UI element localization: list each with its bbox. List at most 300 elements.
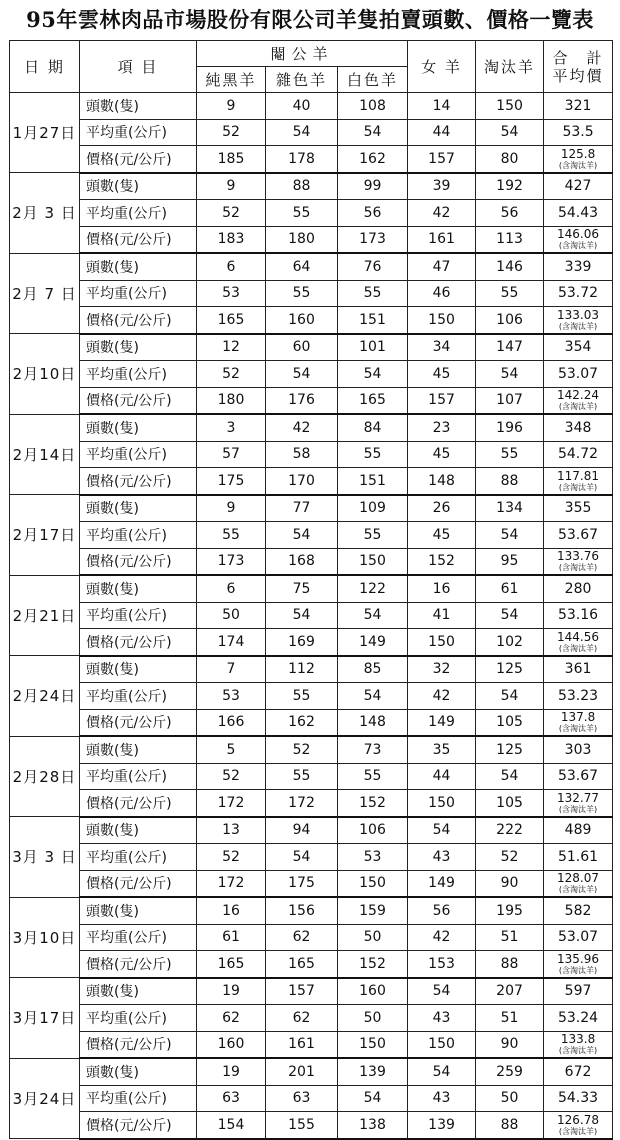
table-row	[10, 978, 613, 1005]
black-cell: 13	[197, 817, 266, 844]
item-cell: 平均重(公斤)	[80, 683, 197, 710]
item-cell: 價格(元/公斤)	[80, 1112, 197, 1139]
price-note: (含淘汰羊)	[558, 1126, 598, 1136]
female-cell: 153	[408, 951, 476, 978]
black-cell: 53	[197, 280, 266, 307]
total-cell	[544, 548, 613, 575]
header-mixed: 雜色羊	[266, 67, 338, 93]
female-cell: 150	[408, 629, 476, 656]
mixed-cell: 169	[266, 629, 338, 656]
female-cell: 42	[408, 200, 476, 227]
white-cell: 152	[338, 951, 408, 978]
item-cell: 頭數(隻)	[80, 253, 197, 280]
table-row	[10, 602, 613, 629]
white-cell: 160	[338, 978, 408, 1005]
price-note: (含淘汰羊)	[558, 321, 598, 331]
white-cell: 55	[338, 763, 408, 790]
header-item: 項 目	[80, 41, 197, 93]
table-row	[10, 200, 613, 227]
white-cell: 165	[338, 387, 408, 414]
total-cell: 53.5	[544, 119, 613, 146]
table-row	[10, 924, 613, 951]
date-cell: 1月27日	[10, 93, 80, 173]
mixed-cell: 40	[266, 93, 338, 120]
total-cell: 339	[544, 253, 613, 280]
cull-cell: 51	[476, 924, 544, 951]
table-header	[10, 41, 613, 93]
female-cell: 54	[408, 978, 476, 1005]
total-cell	[544, 468, 613, 495]
price-note: (含淘汰羊)	[558, 402, 598, 412]
female-cell: 45	[408, 522, 476, 549]
total-cell: 427	[544, 173, 613, 200]
table-row	[10, 307, 613, 334]
black-cell: 9	[197, 173, 266, 200]
table-row	[10, 119, 613, 146]
mixed-cell: 156	[266, 897, 338, 924]
female-cell: 32	[408, 656, 476, 683]
cull-cell: 125	[476, 656, 544, 683]
black-cell: 173	[197, 548, 266, 575]
date-cell: 3月 3 日	[10, 817, 80, 898]
black-cell: 19	[197, 978, 266, 1005]
total-cell: 53.16	[544, 602, 613, 629]
table-row	[10, 870, 613, 897]
mixed-cell: 162	[266, 709, 338, 736]
item-cell: 頭數(隻)	[80, 334, 197, 361]
total-cell: 489	[544, 817, 613, 844]
table-row	[10, 817, 613, 844]
total-cell: 582	[544, 897, 613, 924]
cull-cell: 55	[476, 280, 544, 307]
total-cell: 672	[544, 1058, 613, 1085]
table-row	[10, 226, 613, 253]
female-cell: 152	[408, 548, 476, 575]
item-cell: 頭數(隻)	[80, 897, 197, 924]
table-row	[10, 1112, 613, 1139]
date-cell: 3月17日	[10, 978, 80, 1059]
item-cell: 價格(元/公斤)	[80, 307, 197, 334]
white-cell: 101	[338, 334, 408, 361]
white-cell: 122	[338, 575, 408, 602]
white-cell: 139	[338, 1058, 408, 1085]
cull-cell: 107	[476, 387, 544, 414]
item-cell: 價格(元/公斤)	[80, 226, 197, 253]
item-cell: 平均重(公斤)	[80, 924, 197, 951]
table-row	[10, 548, 613, 575]
mixed-cell: 64	[266, 253, 338, 280]
mixed-cell: 88	[266, 173, 338, 200]
item-cell: 頭數(隻)	[80, 575, 197, 602]
total-cell: 53.72	[544, 280, 613, 307]
cull-cell: 105	[476, 790, 544, 817]
black-cell: 7	[197, 656, 266, 683]
female-cell: 44	[408, 119, 476, 146]
auction-table	[9, 40, 613, 1140]
mixed-cell: 180	[266, 226, 338, 253]
white-cell: 50	[338, 924, 408, 951]
white-cell: 55	[338, 441, 408, 468]
date-cell: 3月10日	[10, 897, 80, 978]
black-cell: 52	[197, 361, 266, 388]
total-price-value: 144.56	[557, 629, 600, 644]
total-cell: 321	[544, 93, 613, 120]
total-cell: 54.43	[544, 200, 613, 227]
header-total-line1: 合 計	[552, 48, 604, 67]
price-note: (含淘汰羊)	[558, 965, 598, 975]
item-cell: 平均重(公斤)	[80, 602, 197, 629]
total-price-value: 146.06	[557, 227, 600, 242]
total-price-value: 135.96	[557, 951, 600, 966]
cull-cell: 113	[476, 226, 544, 253]
white-cell: 152	[338, 790, 408, 817]
mixed-cell: 172	[266, 790, 338, 817]
table-row	[10, 522, 613, 549]
mixed-cell: 55	[266, 200, 338, 227]
document-title: 95年雲林肉品市場股份有限公司羊隻拍賣頭數、價格一覽表	[26, 7, 594, 32]
total-price-value: 117.81	[557, 468, 600, 483]
black-cell: 53	[197, 683, 266, 710]
item-cell: 平均重(公斤)	[80, 200, 197, 227]
cull-cell: 106	[476, 307, 544, 334]
mixed-cell: 54	[266, 522, 338, 549]
item-cell: 價格(元/公斤)	[80, 468, 197, 495]
item-cell: 價格(元/公斤)	[80, 790, 197, 817]
item-cell: 頭數(隻)	[80, 93, 197, 120]
cull-cell: 54	[476, 119, 544, 146]
cull-cell: 88	[476, 951, 544, 978]
black-cell: 175	[197, 468, 266, 495]
mixed-cell: 55	[266, 683, 338, 710]
date-cell: 2月28日	[10, 736, 80, 817]
item-cell: 平均重(公斤)	[80, 763, 197, 790]
white-cell: 54	[338, 602, 408, 629]
total-cell: 53.67	[544, 522, 613, 549]
header-female: 女 羊	[408, 41, 476, 93]
white-cell: 150	[338, 1031, 408, 1058]
mixed-cell: 160	[266, 307, 338, 334]
black-cell: 61	[197, 924, 266, 951]
cull-cell: 146	[476, 253, 544, 280]
item-cell: 頭數(隻)	[80, 817, 197, 844]
date-cell: 2月 3 日	[10, 173, 80, 254]
cull-cell: 54	[476, 683, 544, 710]
total-price-value: 142.24	[557, 388, 600, 403]
white-cell: 55	[338, 522, 408, 549]
black-cell: 52	[197, 119, 266, 146]
white-cell: 50	[338, 1005, 408, 1032]
price-note: (含淘汰羊)	[558, 482, 598, 492]
mixed-cell: 60	[266, 334, 338, 361]
mixed-cell: 94	[266, 817, 338, 844]
female-cell: 157	[408, 146, 476, 173]
item-cell: 價格(元/公斤)	[80, 870, 197, 897]
table-row	[10, 683, 613, 710]
table-row	[10, 173, 613, 200]
female-cell: 16	[408, 575, 476, 602]
total-cell: 53.07	[544, 361, 613, 388]
cull-cell: 195	[476, 897, 544, 924]
date-cell: 3月24日	[10, 1058, 80, 1139]
table-row	[10, 387, 613, 414]
black-cell: 50	[197, 602, 266, 629]
total-price-value: 133.03	[557, 307, 600, 322]
female-cell: 150	[408, 1031, 476, 1058]
item-cell: 價格(元/公斤)	[80, 709, 197, 736]
cull-cell: 102	[476, 629, 544, 656]
white-cell: 148	[338, 709, 408, 736]
black-cell: 19	[197, 1058, 266, 1085]
total-cell	[544, 870, 613, 897]
black-cell: 9	[197, 495, 266, 522]
mixed-cell: 168	[266, 548, 338, 575]
black-cell: 5	[197, 736, 266, 763]
table-row	[10, 1031, 613, 1058]
cull-cell: 259	[476, 1058, 544, 1085]
female-cell: 54	[408, 1058, 476, 1085]
mixed-cell: 62	[266, 1005, 338, 1032]
white-cell: 54	[338, 119, 408, 146]
table-row	[10, 146, 613, 173]
female-cell: 54	[408, 817, 476, 844]
mixed-cell: 165	[266, 951, 338, 978]
black-cell: 174	[197, 629, 266, 656]
date-cell: 2月24日	[10, 656, 80, 737]
header-total-average	[544, 41, 613, 93]
black-cell: 165	[197, 307, 266, 334]
black-cell: 52	[197, 200, 266, 227]
white-cell: 76	[338, 253, 408, 280]
table-row	[10, 1058, 613, 1085]
mixed-cell: 54	[266, 361, 338, 388]
female-cell: 149	[408, 870, 476, 897]
total-cell	[544, 790, 613, 817]
female-cell: 43	[408, 1005, 476, 1032]
white-cell: 54	[338, 1085, 408, 1112]
price-note: (含淘汰羊)	[558, 563, 598, 573]
price-note: (含淘汰羊)	[558, 160, 598, 170]
black-cell: 185	[197, 146, 266, 173]
white-cell: 138	[338, 1112, 408, 1139]
black-cell: 63	[197, 1085, 266, 1112]
cull-cell: 54	[476, 361, 544, 388]
black-cell: 160	[197, 1031, 266, 1058]
item-cell: 頭數(隻)	[80, 656, 197, 683]
cull-cell: 51	[476, 1005, 544, 1032]
table-row	[10, 951, 613, 978]
item-cell: 價格(元/公斤)	[80, 951, 197, 978]
white-cell: 150	[338, 870, 408, 897]
total-cell: 355	[544, 495, 613, 522]
mixed-cell: 175	[266, 870, 338, 897]
black-cell: 12	[197, 334, 266, 361]
cull-cell: 90	[476, 1031, 544, 1058]
white-cell: 108	[338, 93, 408, 120]
black-cell: 183	[197, 226, 266, 253]
black-cell: 172	[197, 790, 266, 817]
date-cell: 2月17日	[10, 495, 80, 576]
cull-cell: 90	[476, 870, 544, 897]
total-cell: 51.61	[544, 844, 613, 871]
header-cull: 淘汰羊	[476, 41, 544, 93]
mixed-cell: 63	[266, 1085, 338, 1112]
white-cell: 54	[338, 361, 408, 388]
total-cell	[544, 1112, 613, 1139]
cull-cell: 192	[476, 173, 544, 200]
white-cell: 150	[338, 548, 408, 575]
white-cell: 56	[338, 200, 408, 227]
table-row	[10, 1085, 613, 1112]
cull-cell: 52	[476, 844, 544, 871]
cull-cell: 88	[476, 468, 544, 495]
female-cell: 157	[408, 387, 476, 414]
mixed-cell: 52	[266, 736, 338, 763]
total-cell: 597	[544, 978, 613, 1005]
header-date: 日 期	[10, 41, 80, 93]
white-cell: 73	[338, 736, 408, 763]
total-cell	[544, 629, 613, 656]
total-cell	[544, 226, 613, 253]
white-cell: 149	[338, 629, 408, 656]
white-cell: 159	[338, 897, 408, 924]
female-cell: 41	[408, 602, 476, 629]
table-row	[10, 1005, 613, 1032]
black-cell: 55	[197, 522, 266, 549]
price-note: (含淘汰羊)	[558, 1046, 598, 1056]
total-price-value: 126.78	[557, 1112, 600, 1127]
black-cell: 52	[197, 844, 266, 871]
mixed-cell: 42	[266, 414, 338, 441]
mixed-cell: 112	[266, 656, 338, 683]
table-row	[10, 736, 613, 763]
female-cell: 23	[408, 414, 476, 441]
item-cell: 平均重(公斤)	[80, 522, 197, 549]
female-cell: 39	[408, 173, 476, 200]
table-row	[10, 897, 613, 924]
table-row	[10, 844, 613, 871]
date-cell: 2月14日	[10, 414, 80, 495]
black-cell: 166	[197, 709, 266, 736]
mixed-cell: 157	[266, 978, 338, 1005]
cull-cell: 196	[476, 414, 544, 441]
table-body	[10, 93, 613, 1139]
black-cell: 172	[197, 870, 266, 897]
item-cell: 平均重(公斤)	[80, 361, 197, 388]
item-cell: 頭數(隻)	[80, 173, 197, 200]
female-cell: 139	[408, 1112, 476, 1139]
item-cell: 價格(元/公斤)	[80, 1031, 197, 1058]
black-cell: 6	[197, 253, 266, 280]
white-cell: 99	[338, 173, 408, 200]
female-cell: 42	[408, 683, 476, 710]
table-row	[10, 656, 613, 683]
table-row	[10, 629, 613, 656]
total-price-value: 132.77	[557, 790, 600, 805]
mixed-cell: 178	[266, 146, 338, 173]
total-cell	[544, 387, 613, 414]
white-cell: 55	[338, 280, 408, 307]
total-price-value: 133.8	[560, 1032, 596, 1047]
total-cell	[544, 951, 613, 978]
table-row	[10, 709, 613, 736]
total-cell: 348	[544, 414, 613, 441]
mixed-cell: 201	[266, 1058, 338, 1085]
price-note: (含淘汰羊)	[558, 804, 598, 814]
female-cell: 26	[408, 495, 476, 522]
cull-cell: 80	[476, 146, 544, 173]
table-row	[10, 495, 613, 522]
item-cell: 頭數(隻)	[80, 978, 197, 1005]
female-cell: 44	[408, 763, 476, 790]
female-cell: 148	[408, 468, 476, 495]
item-cell: 價格(元/公斤)	[80, 146, 197, 173]
female-cell: 47	[408, 253, 476, 280]
female-cell: 150	[408, 790, 476, 817]
mixed-cell: 77	[266, 495, 338, 522]
table-row	[10, 414, 613, 441]
mixed-cell: 54	[266, 119, 338, 146]
cull-cell: 125	[476, 736, 544, 763]
female-cell: 45	[408, 361, 476, 388]
total-cell: 54.33	[544, 1085, 613, 1112]
female-cell: 150	[408, 307, 476, 334]
item-cell: 平均重(公斤)	[80, 441, 197, 468]
table-row	[10, 334, 613, 361]
black-cell: 62	[197, 1005, 266, 1032]
mixed-cell: 170	[266, 468, 338, 495]
mixed-cell: 75	[266, 575, 338, 602]
female-cell: 45	[408, 441, 476, 468]
item-cell: 頭數(隻)	[80, 495, 197, 522]
cull-cell: 50	[476, 1085, 544, 1112]
header-total-line2: 平均價	[552, 66, 604, 85]
female-cell: 34	[408, 334, 476, 361]
total-cell: 53.24	[544, 1005, 613, 1032]
price-note: (含淘汰羊)	[558, 724, 598, 734]
white-cell: 109	[338, 495, 408, 522]
cull-cell: 54	[476, 522, 544, 549]
item-cell: 頭數(隻)	[80, 414, 197, 441]
total-cell: 53.23	[544, 683, 613, 710]
female-cell: 43	[408, 844, 476, 871]
total-price-value: 133.76	[557, 549, 600, 564]
white-cell: 162	[338, 146, 408, 173]
female-cell: 149	[408, 709, 476, 736]
female-cell: 56	[408, 897, 476, 924]
date-cell: 2月10日	[10, 334, 80, 415]
white-cell: 84	[338, 414, 408, 441]
black-cell: 16	[197, 897, 266, 924]
item-cell: 價格(元/公斤)	[80, 629, 197, 656]
female-cell: 46	[408, 280, 476, 307]
date-cell: 2月 7 日	[10, 253, 80, 334]
white-cell: 54	[338, 683, 408, 710]
total-cell	[544, 1031, 613, 1058]
white-cell: 85	[338, 656, 408, 683]
price-note: (含淘汰羊)	[558, 643, 598, 653]
black-cell: 6	[197, 575, 266, 602]
white-cell: 151	[338, 468, 408, 495]
table-row	[10, 763, 613, 790]
mixed-cell: 55	[266, 280, 338, 307]
table-row	[10, 441, 613, 468]
mixed-cell: 54	[266, 844, 338, 871]
item-cell: 平均重(公斤)	[80, 844, 197, 871]
item-cell: 平均重(公斤)	[80, 280, 197, 307]
cull-cell: 88	[476, 1112, 544, 1139]
header-castrated-ram-group: 閹公羊	[197, 41, 408, 67]
white-cell: 173	[338, 226, 408, 253]
